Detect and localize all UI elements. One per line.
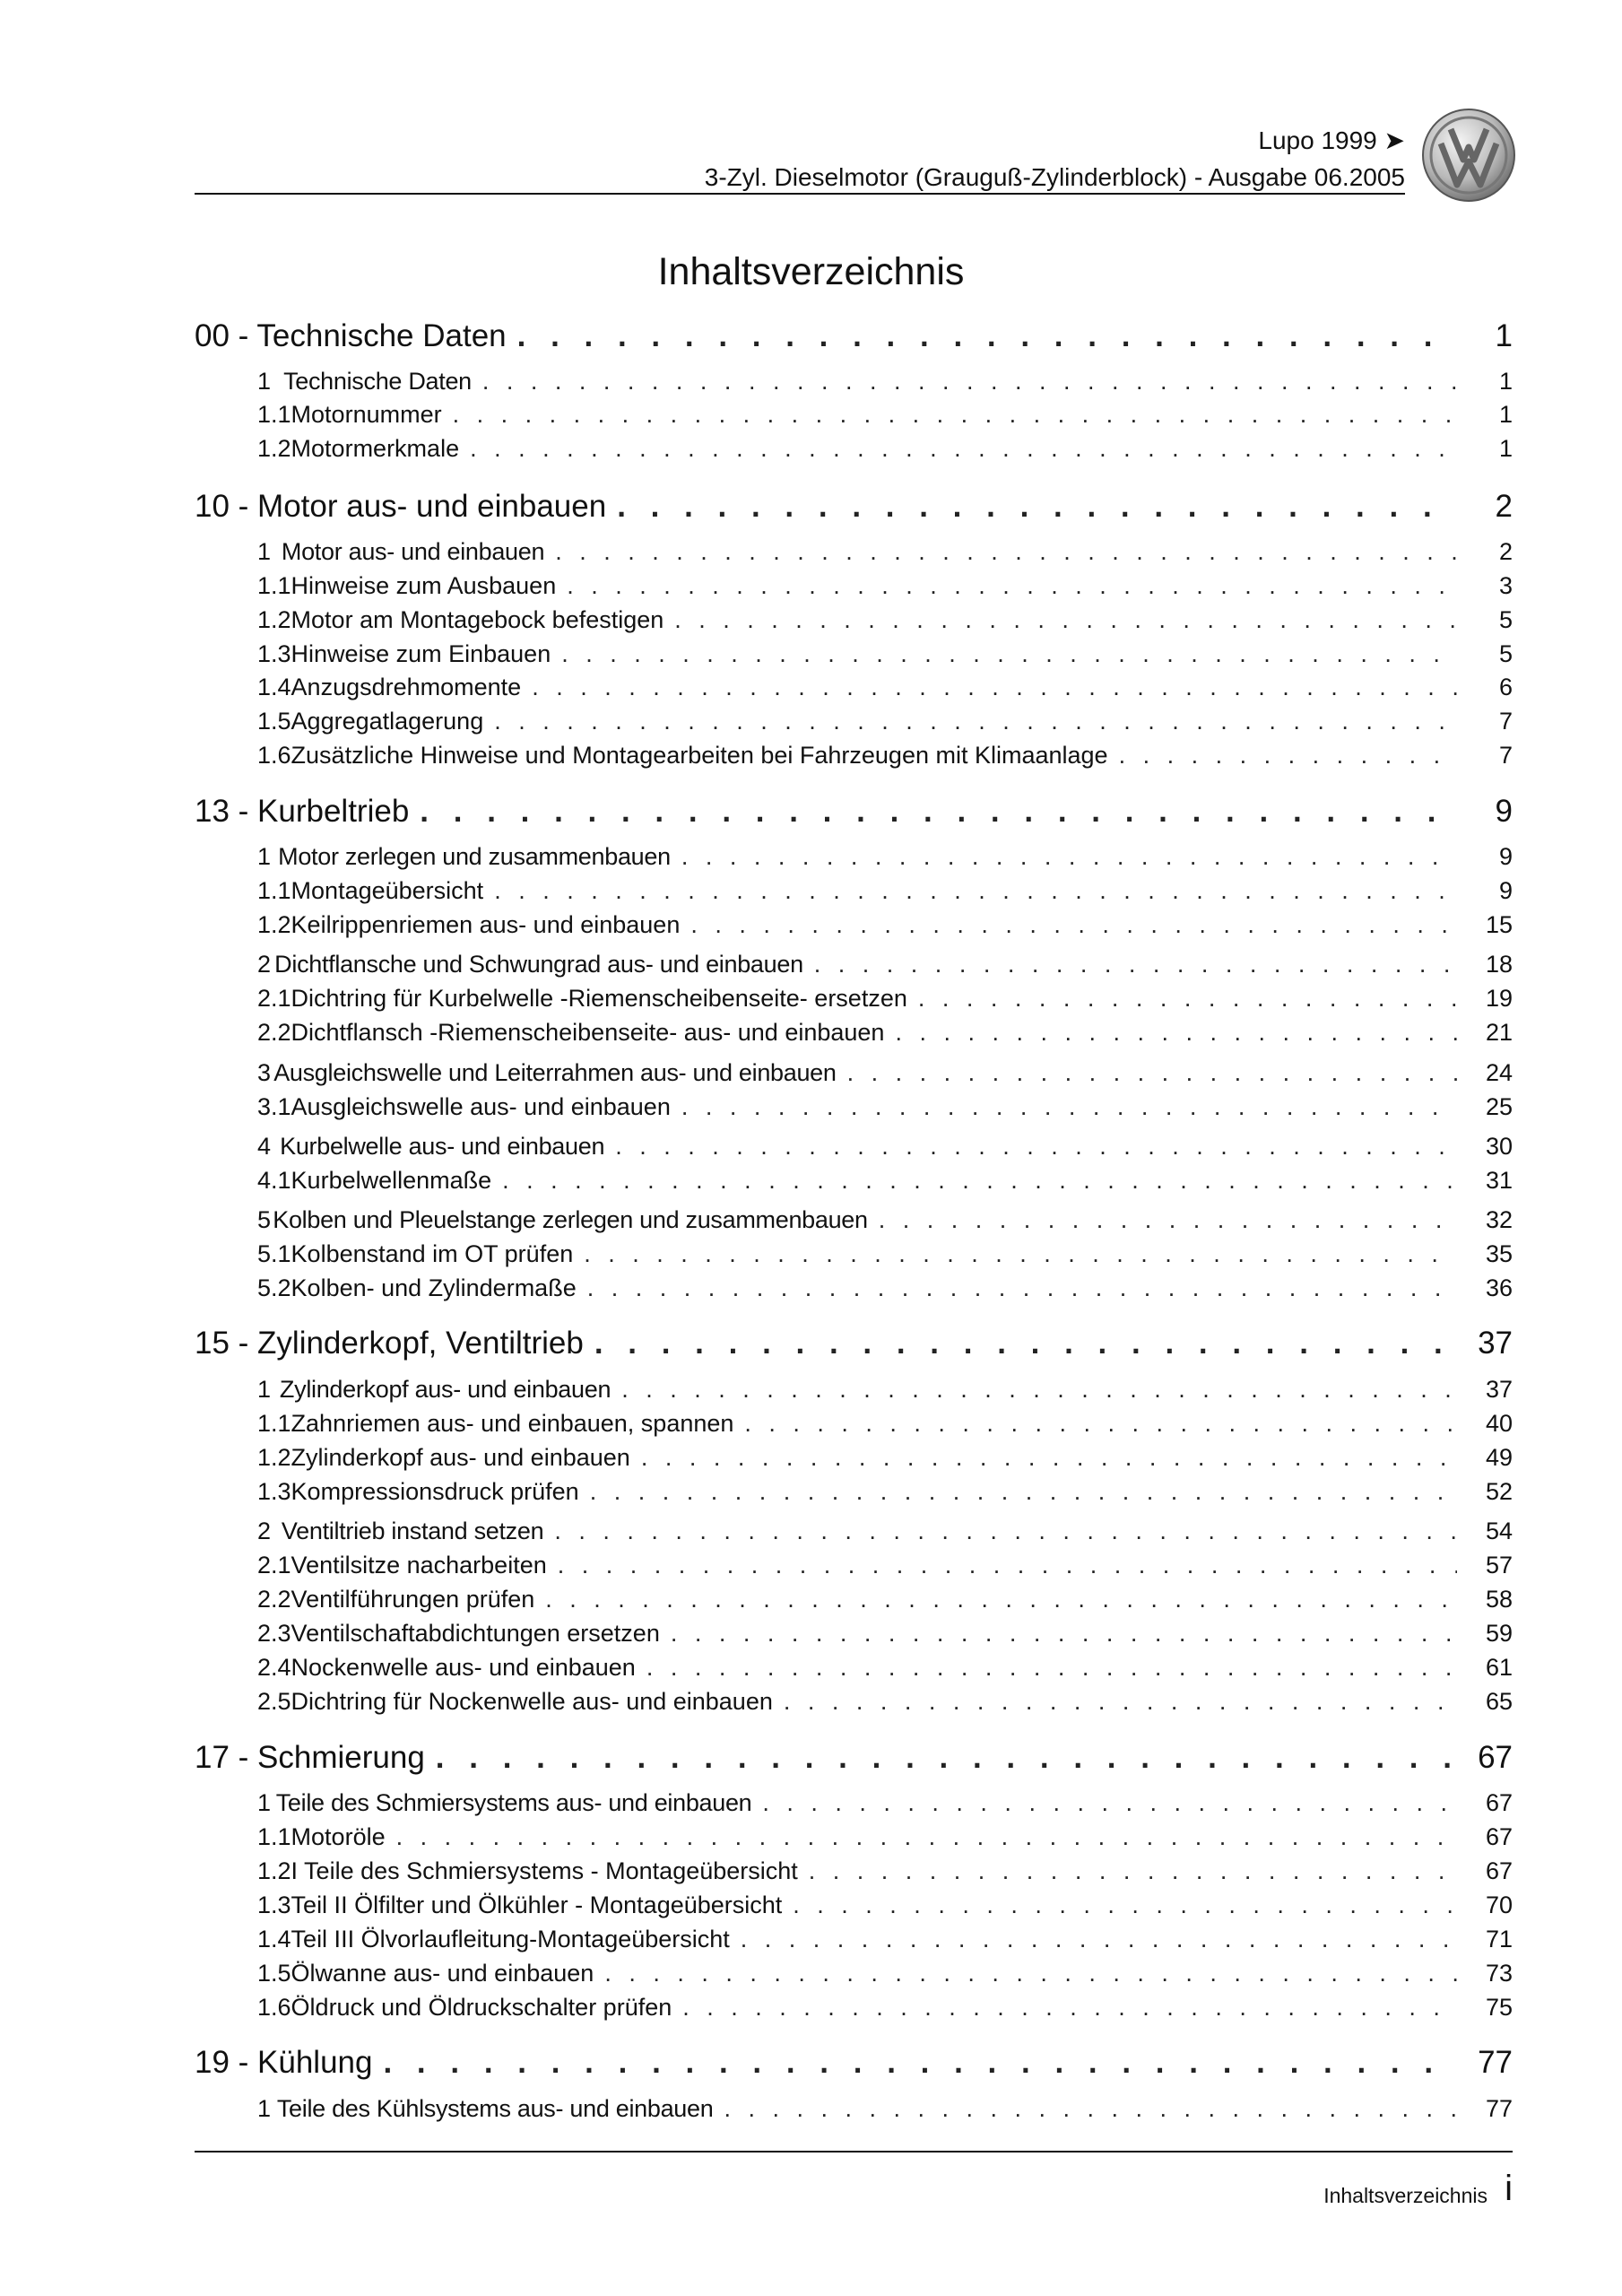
toc-page-number: 7 (1498, 708, 1513, 735)
toc-entry[interactable] (195, 1688, 1513, 1722)
toc-entry[interactable] (195, 401, 1513, 435)
toc-leader-dots (558, 1552, 1457, 1579)
toc-entry-title: Ventilführungen prüfen (291, 1586, 535, 1613)
toc-chapter[interactable] (195, 318, 1513, 363)
toc-entry[interactable] (195, 435, 1513, 469)
toc-entry[interactable] (195, 951, 1513, 985)
toc-leader-dots (895, 1019, 1457, 1047)
toc-entry-title: 10 - Motor aus- und einbauen (195, 489, 607, 524)
toc-entry-number: 4.1 (257, 1167, 291, 1194)
toc-entry-title: Ventilsitze nacharbeiten (291, 1552, 547, 1578)
toc-page-number: 67 (1485, 1823, 1513, 1850)
toc-entry-number: 1 (257, 1789, 272, 1816)
toc-leader-dots (682, 1994, 1457, 2022)
toc-entry-title: Nockenwelle aus- und einbauen (291, 1654, 636, 1681)
toc-entry-title: Dichtflansch -Riemenscheibenseite- aus- und einbauen (291, 1019, 885, 1046)
toc-page-number: 25 (1485, 1093, 1513, 1120)
toc-page-number: 70 (1485, 1892, 1513, 1918)
toc-entry[interactable] (195, 1960, 1513, 1994)
toc-leader-dots (453, 401, 1457, 429)
toc-entry-number: 5.1 (257, 1240, 291, 1267)
toc-entry-number: 1 (257, 538, 272, 565)
toc-leader-dots (554, 1518, 1457, 1545)
toc-leader-dots (681, 1093, 1457, 1121)
toc-entry[interactable] (195, 1274, 1513, 1309)
vw-logo-icon (1421, 108, 1516, 203)
toc-leader-dots (793, 1892, 1457, 1919)
toc-entry[interactable] (195, 1654, 1513, 1688)
toc-entry-number: 2.3 (257, 1620, 291, 1647)
toc-entry-number: 3 (257, 1059, 272, 1086)
toc-entry-number: 1.6 (257, 1994, 291, 2021)
toc-leader-dots (494, 708, 1457, 735)
toc-page-number: 1 (1498, 401, 1513, 428)
toc-entry-number: 1 (257, 368, 272, 395)
toc-leader-dots (420, 794, 1457, 830)
toc-entry-title: Teil II Ölfilter und Ölkühler - Montageübersicht (291, 1892, 783, 1918)
toc-page-number: 2 (1498, 538, 1513, 565)
toc-entry-number: 1.2 (257, 911, 291, 938)
toc-leader-dots (567, 572, 1457, 600)
toc-leader-dots (604, 1960, 1457, 1987)
toc-page-number: 58 (1485, 1586, 1513, 1613)
toc-entry-title: Ventilschaftabdichtungen ersetzen (291, 1620, 660, 1647)
toc-leader-dots (814, 951, 1457, 978)
toc-entry[interactable] (195, 985, 1513, 1019)
toc-entry-title: Kurbelwellenmaße (291, 1167, 492, 1194)
toc-entry-title: 13 - Kurbeltrieb (195, 794, 410, 829)
toc-leader-dots (615, 1133, 1457, 1161)
toc-page-number: 49 (1485, 1444, 1513, 1471)
toc-entry[interactable] (195, 368, 1513, 402)
toc-entry-title: Zusätzliche Hinweise und Montagearbeiten bei Fahrzeugen mit Klimaanlage (291, 742, 1108, 769)
toc-entry-number: 1.2 (257, 435, 291, 462)
toc-page-number: 67 (1485, 1857, 1513, 1884)
toc-entry[interactable] (195, 1167, 1513, 1201)
toc-entry-number: 1 (257, 843, 272, 870)
header-model: Lupo 1999 ➤ (1258, 126, 1405, 154)
toc-leader-dots (879, 1206, 1457, 1234)
toc-page-number: 18 (1485, 951, 1513, 978)
toc-entry[interactable] (195, 674, 1513, 708)
toc-chapter[interactable] (195, 1326, 1513, 1370)
toc-entry[interactable] (195, 572, 1513, 606)
toc-entry[interactable] (195, 1620, 1513, 1654)
toc-entry-number: 2.2 (257, 1019, 291, 1046)
toc-entry-title: Ölwanne aus- und einbauen (291, 1960, 594, 1987)
toc-entry-number: 2.4 (257, 1654, 291, 1681)
toc-page-number: 71 (1485, 1926, 1513, 1952)
toc-entry[interactable] (195, 1410, 1513, 1444)
footer-divider (195, 2151, 1513, 2152)
toc-entry-title: Teile des Kühlsystems aus- und einbauen (276, 2095, 714, 2122)
toc-entry[interactable] (195, 708, 1513, 742)
toc-leader-dots (617, 489, 1457, 525)
toc-leader-dots (809, 1857, 1457, 1885)
toc-entry-title: Montageübersicht (291, 877, 484, 904)
toc-entry-number: 1 (257, 1376, 272, 1403)
toc-entry-title: Dichtflansche und Schwungrad aus- und einbauen (274, 951, 803, 978)
toc-chapter[interactable] (195, 489, 1513, 534)
toc-entry[interactable] (195, 1857, 1513, 1892)
toc-entry-number: 1.1 (257, 1410, 291, 1437)
toc-entry[interactable] (195, 1093, 1513, 1127)
toc-entry-number: 1.4 (257, 674, 291, 700)
toc-leader-dots (383, 2045, 1457, 2081)
toc-entry[interactable] (195, 742, 1513, 776)
toc-page-number: 57 (1485, 1552, 1513, 1578)
toc-entry[interactable] (195, 1552, 1513, 1586)
toc-entry[interactable] (195, 1133, 1513, 1167)
toc-entry-number: 2.2 (257, 1586, 291, 1613)
toc-leader-dots (724, 2095, 1457, 2123)
toc-page-number: 59 (1485, 1620, 1513, 1647)
toc-entry-number: 1.5 (257, 708, 291, 735)
toc-page-number: 77 (1478, 2045, 1513, 2080)
toc-entry[interactable] (195, 1926, 1513, 1960)
toc-entry-number: 1.4 (257, 1926, 291, 1952)
toc-leader-dots (674, 606, 1457, 634)
toc-entry-title: 19 - Kühlung (195, 2045, 373, 2080)
toc-leader-dots (646, 1654, 1457, 1682)
toc-entry[interactable] (195, 1019, 1513, 1053)
toc-entry[interactable] (195, 1059, 1513, 1093)
toc-entry-title: Kolben und Pleuelstange zerlegen und zusammenbauen (273, 1206, 868, 1233)
toc-leader-dots (470, 435, 1457, 463)
toc-entry-number: 2.1 (257, 985, 291, 1012)
toc-chapter[interactable] (195, 2045, 1513, 2090)
toc-entry-title: Öldruck und Öldruckschalter prüfen (291, 1994, 672, 2021)
toc-entry-title: Kolbenstand im OT prüfen (291, 1240, 574, 1267)
toc-leader-dots (555, 538, 1457, 566)
toc-page-number: 9 (1495, 794, 1513, 829)
toc-entry-number: 1.1 (257, 572, 291, 599)
toc-entry[interactable] (195, 1478, 1513, 1512)
toc-entry-title: 15 - Zylinderkopf, Ventiltrieb (195, 1326, 584, 1361)
toc-page-number: 1 (1498, 435, 1513, 462)
toc-page-number: 3 (1498, 572, 1513, 599)
footer-page-number: i (1505, 2169, 1513, 2208)
toc-page-number: 15 (1485, 911, 1513, 938)
toc-page-number: 21 (1485, 1019, 1513, 1046)
toc-page-number: 31 (1485, 1167, 1513, 1194)
toc-leader-dots (671, 1620, 1457, 1648)
toc-page-number: 37 (1485, 1376, 1513, 1403)
toc-leader-dots (918, 985, 1457, 1013)
toc-entry-title: Teil III Ölvorlaufleitung-Montageübersicht (291, 1926, 730, 1952)
toc-leader-dots (532, 674, 1457, 701)
toc-leader-dots (1119, 742, 1457, 770)
toc-entry[interactable] (195, 1444, 1513, 1478)
toc-entry[interactable] (195, 1206, 1513, 1240)
toc-entry-number: 1.3 (257, 1478, 291, 1505)
toc-entry-number: 1.2 (257, 1857, 291, 1884)
toc-entry-number: 2.1 (257, 1552, 291, 1578)
toc-leader-dots (517, 318, 1457, 354)
toc-entry-title: Motornummer (291, 401, 442, 428)
toc-page-number: 19 (1485, 985, 1513, 1012)
toc-page-number: 30 (1485, 1133, 1513, 1160)
toc-entry-title: 17 - Schmierung (195, 1740, 425, 1775)
toc-leader-dots (641, 1444, 1457, 1472)
toc-entry-number: 2 (257, 1518, 272, 1544)
toc-page-number: 54 (1485, 1518, 1513, 1544)
toc-page-number: 1 (1498, 368, 1513, 395)
toc-entry[interactable] (195, 877, 1513, 911)
toc-leader-dots (482, 368, 1457, 396)
toc-entry-number: 1.5 (257, 1960, 291, 1987)
toc-entry-number: 1.2 (257, 606, 291, 633)
toc-page-number: 67 (1485, 1789, 1513, 1816)
toc-page-number: 7 (1498, 742, 1513, 769)
toc-entry-title: I Teile des Schmiersystems - Montageübersicht (291, 1857, 798, 1884)
toc-leader-dots (681, 843, 1457, 871)
toc-entry-title: Zylinderkopf aus- und einbauen (291, 1444, 630, 1471)
toc-page-number: 61 (1485, 1654, 1513, 1681)
toc-entry[interactable] (195, 538, 1513, 572)
toc-page-number: 32 (1485, 1206, 1513, 1233)
toc-entry-title: Zahnriemen aus- und einbauen, spannen (291, 1410, 734, 1437)
toc-page-number: 35 (1485, 1240, 1513, 1267)
toc-entry[interactable] (195, 911, 1513, 945)
toc-leader-dots (784, 1688, 1457, 1716)
toc-chapter[interactable] (195, 794, 1513, 839)
toc-entry-title: Kompressionsdruck prüfen (291, 1478, 579, 1505)
toc-entry[interactable] (195, 1789, 1513, 1823)
toc-entry-title: Anzugsdrehmomente (291, 674, 522, 700)
toc-entry[interactable] (195, 606, 1513, 640)
toc-page-number: 75 (1485, 1994, 1513, 2021)
toc-entry[interactable] (195, 2095, 1513, 2129)
toc-leader-dots (436, 1740, 1457, 1776)
toc-entry-title: 00 - Technische Daten (195, 318, 507, 353)
toc-page-number: 2 (1495, 489, 1513, 524)
toc-page-number: 5 (1498, 640, 1513, 667)
toc-entry-title: Keilrippenriemen aus- und einbauen (291, 911, 681, 938)
toc-page-number: 1 (1495, 318, 1513, 353)
toc-leader-dots (584, 1240, 1457, 1268)
toc-entry-number: 1.2 (257, 1444, 291, 1471)
toc-entry-title: Kurbelwelle aus- und einbauen (280, 1133, 605, 1160)
footer-label: Inhaltsverzeichnis (1323, 2184, 1488, 2207)
toc-page-number: 65 (1485, 1688, 1513, 1715)
toc-entry-title: Hinweise zum Ausbauen (291, 572, 557, 599)
toc-entry[interactable] (195, 1240, 1513, 1274)
header-divider (195, 193, 1405, 195)
toc-leader-dots (396, 1823, 1457, 1851)
toc-leader-dots (561, 640, 1457, 668)
toc-page-number: 6 (1498, 674, 1513, 700)
toc-page-number: 67 (1478, 1740, 1513, 1775)
toc-entry-number: 1.6 (257, 742, 291, 769)
toc-entry[interactable] (195, 640, 1513, 674)
toc-entry[interactable] (195, 1518, 1513, 1552)
toc-page-number: 77 (1485, 2095, 1513, 2122)
toc-page-number: 40 (1485, 1410, 1513, 1437)
toc-entry-number: 1.1 (257, 877, 291, 904)
toc-entry[interactable] (195, 1994, 1513, 2028)
toc-entry-title: Motoröle (291, 1823, 386, 1850)
toc-page-number: 9 (1498, 877, 1513, 904)
toc-entry-title: Motormerkmale (291, 435, 460, 462)
toc-entry-number: 2 (257, 951, 272, 978)
toc-entry-title: Aggregatlagerung (291, 708, 484, 735)
toc-entry-number: 2.5 (257, 1688, 291, 1715)
toc-leader-dots (690, 911, 1457, 939)
toc-entry[interactable] (195, 1376, 1513, 1410)
toc-entry-title: Technische Daten (283, 368, 472, 395)
toc-leader-dots (741, 1926, 1457, 1953)
toc-leader-dots (594, 1326, 1457, 1361)
page-title: Inhaltsverzeichnis (657, 249, 965, 293)
toc-page-number: 24 (1485, 1059, 1513, 1086)
toc-leader-dots (762, 1789, 1457, 1817)
toc-entry-title: Dichtring für Kurbelwelle -Riemenscheibenseite- ersetzen (291, 985, 907, 1012)
toc-entry[interactable] (195, 1892, 1513, 1926)
toc-entry-title: Dichtring für Nockenwelle aus- und einbauen (291, 1688, 773, 1715)
toc-leader-dots (545, 1586, 1457, 1613)
toc-page-number: 37 (1478, 1326, 1513, 1361)
toc-leader-dots (847, 1059, 1457, 1087)
toc-entry-title: Motor aus- und einbauen (281, 538, 545, 565)
toc-entry-title: Motor am Montagebock befestigen (291, 606, 664, 633)
toc-page-number: 36 (1485, 1274, 1513, 1301)
toc-leader-dots (744, 1410, 1457, 1438)
toc-entry[interactable] (195, 1586, 1513, 1620)
toc-entry-title: Zylinderkopf aus- und einbauen (279, 1376, 612, 1403)
toc-entry-number: 1.1 (257, 401, 291, 428)
toc-page-number: 5 (1498, 606, 1513, 633)
toc-entry[interactable] (195, 843, 1513, 877)
toc-entry-number: 5.2 (257, 1274, 291, 1301)
toc-leader-dots (587, 1274, 1457, 1302)
toc-leader-dots (590, 1478, 1457, 1506)
toc-page-number: 9 (1498, 843, 1513, 870)
toc-page-number: 73 (1485, 1960, 1513, 1987)
toc-entry-number: 1.3 (257, 1892, 291, 1918)
toc-entry-number: 1 (257, 2095, 272, 2122)
toc-entry-title: Kolben- und Zylindermaße (291, 1274, 577, 1301)
toc-entry-title: Ventiltrieb instand setzen (281, 1518, 544, 1544)
toc-entry-number: 4 (257, 1133, 272, 1160)
toc-entry-number: 1.1 (257, 1823, 291, 1850)
toc-leader-dots (621, 1376, 1457, 1404)
toc-entry-title: Ausgleichswelle und Leiterrahmen aus- und einbauen (273, 1059, 837, 1086)
toc-entry[interactable] (195, 1823, 1513, 1857)
toc-chapter[interactable] (195, 1740, 1513, 1785)
toc-entry-title: Ausgleichswelle aus- und einbauen (291, 1093, 671, 1120)
toc-page-number: 52 (1485, 1478, 1513, 1505)
toc-entry-number: 5 (257, 1206, 272, 1233)
header-edition: 3-Zyl. Dieselmotor (Grauguß-Zylinderblock) - Ausgabe 06.2005 (704, 163, 1405, 191)
toc-entry-title: Motor zerlegen und zusammenbauen (278, 843, 671, 870)
toc-entry-number: 1.3 (257, 640, 291, 667)
toc-entry-title: Teile des Schmiersystems aus- und einbauen (275, 1789, 752, 1816)
toc-leader-dots (502, 1167, 1457, 1195)
toc-entry-number: 3.1 (257, 1093, 291, 1120)
toc-entry-title: Hinweise zum Einbauen (291, 640, 551, 667)
toc-leader-dots (494, 877, 1457, 905)
